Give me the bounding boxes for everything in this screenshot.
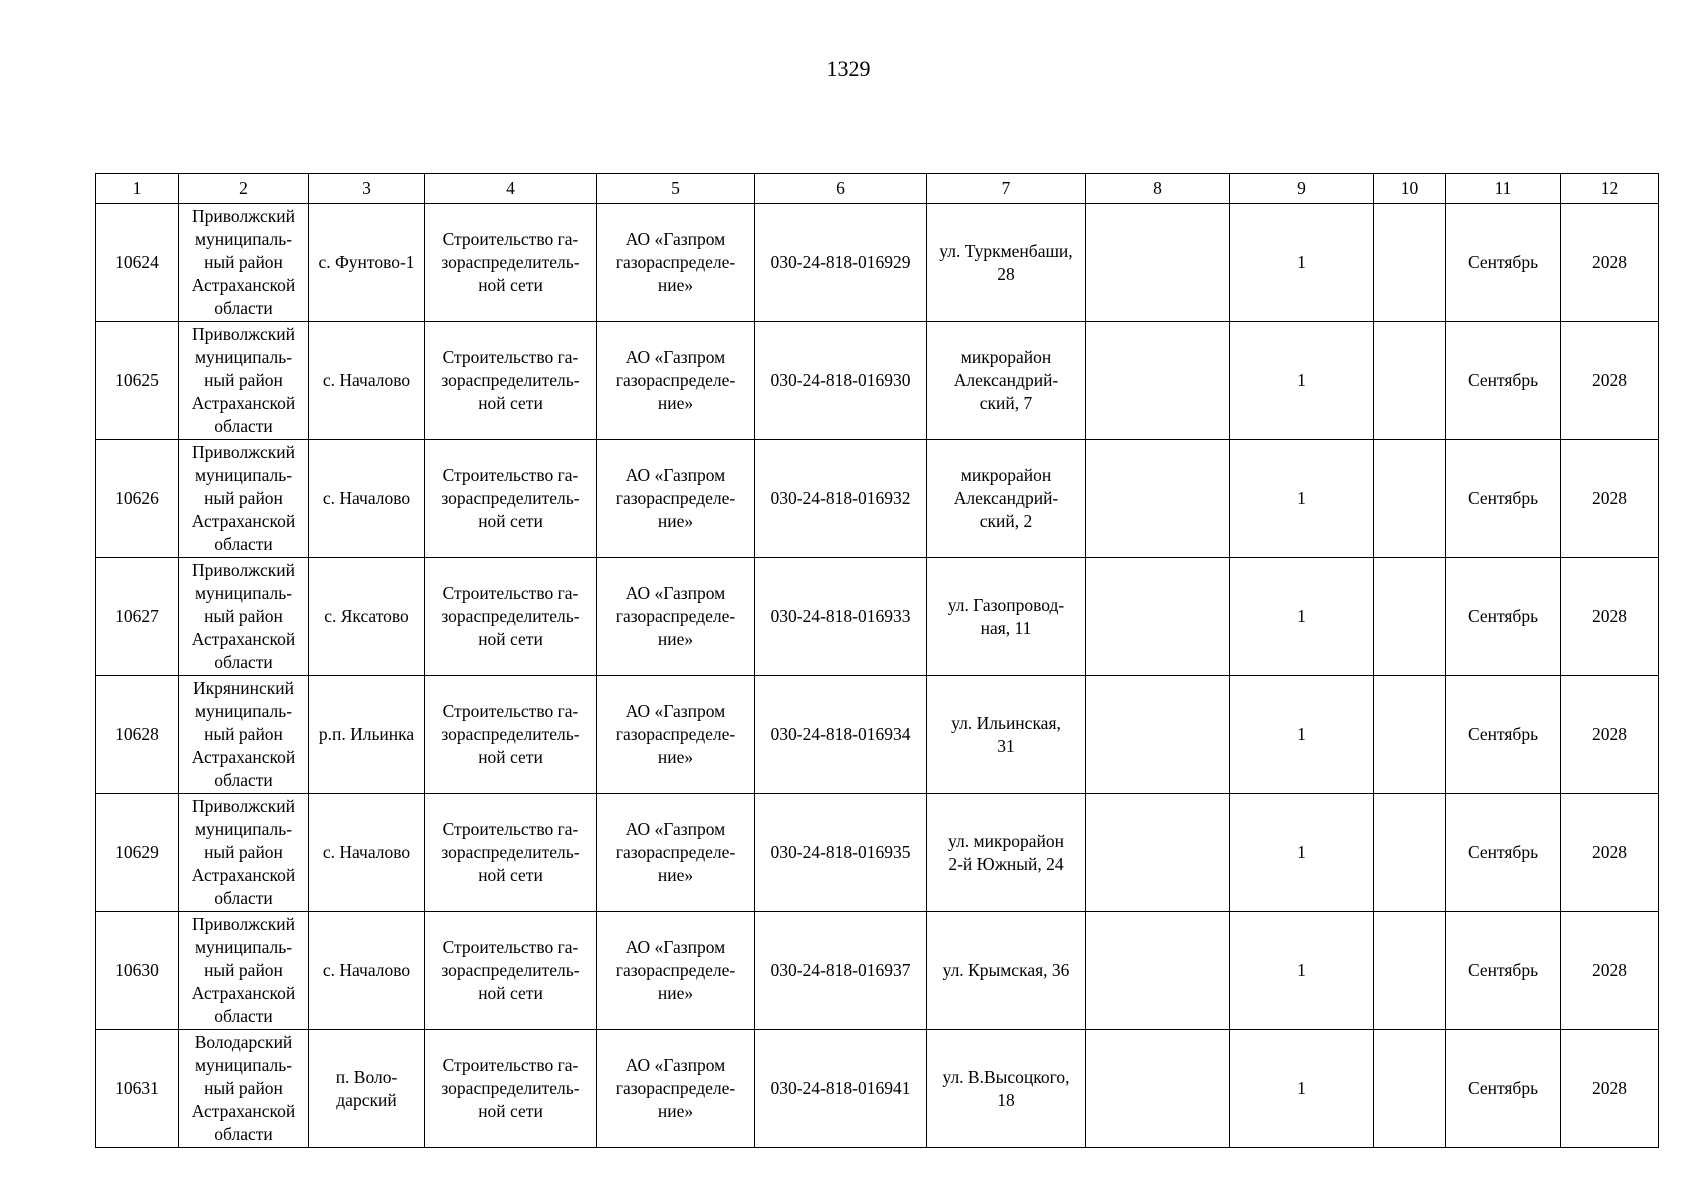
work-type-line: Строительство га- xyxy=(442,1055,579,1075)
table-row xyxy=(96,322,1659,440)
district-line: области xyxy=(214,1006,273,1026)
district-line: области xyxy=(214,888,273,908)
object-code-cell: 030-24-818-016941 xyxy=(755,1030,927,1148)
work-type-cell xyxy=(425,440,597,558)
quantity-cell: 1 xyxy=(1230,1030,1374,1148)
locality-line: с. Яксатово xyxy=(324,606,409,626)
district-cell xyxy=(179,440,309,558)
locality-line: с. Началово xyxy=(322,370,411,390)
table-row xyxy=(96,204,1659,322)
address-cell xyxy=(927,204,1086,322)
locality-line: п. Воло- xyxy=(335,1066,398,1087)
organization-line: ние» xyxy=(657,865,694,885)
locality-cell xyxy=(309,204,425,322)
column-number: 11 xyxy=(1446,174,1561,204)
quantity-cell: 1 xyxy=(1230,322,1374,440)
column-number: 5 xyxy=(597,174,755,204)
district-line: области xyxy=(214,416,273,436)
address-cell xyxy=(927,558,1086,676)
address-cell xyxy=(927,912,1086,1030)
district-line: Приволжский xyxy=(192,324,295,344)
locality-line: с. Фунтово-1 xyxy=(318,252,415,272)
district-line: ный район xyxy=(204,960,283,980)
work-type-line: зораспределитель- xyxy=(441,370,580,390)
address-line: ул. микрорайон xyxy=(948,830,1064,851)
district-line: Астраханской xyxy=(191,275,296,295)
month-cell: Сентябрь xyxy=(1446,558,1561,676)
locality-cell xyxy=(309,558,425,676)
organization-line: АО «Газпром xyxy=(625,229,726,249)
locality-cell xyxy=(309,912,425,1030)
district-line: Приволжский xyxy=(192,560,295,580)
table-row xyxy=(96,912,1659,1030)
register-body xyxy=(96,204,1659,1148)
quantity-cell: 1 xyxy=(1230,440,1374,558)
column-number: 2 xyxy=(179,174,309,204)
column-10-cell xyxy=(1374,676,1446,794)
object-code-cell: 030-24-818-016934 xyxy=(755,676,927,794)
month-cell: Сентябрь xyxy=(1446,912,1561,1030)
column-number: 6 xyxy=(755,174,927,204)
district-line: ный район xyxy=(204,724,283,744)
address-line: микрорайон xyxy=(960,347,1052,367)
work-type-cell xyxy=(425,204,597,322)
address-cell xyxy=(927,676,1086,794)
district-line: Астраханской xyxy=(191,511,296,531)
work-type-line: ной сети xyxy=(478,747,543,767)
locality-cell xyxy=(309,440,425,558)
organization-line: газораспределе- xyxy=(615,842,736,862)
district-line: муниципаль- xyxy=(194,701,293,721)
organization-cell xyxy=(597,912,755,1030)
column-10-cell xyxy=(1374,1030,1446,1148)
organization-line: АО «Газпром xyxy=(625,1055,726,1075)
organization-line: газораспределе- xyxy=(615,252,736,272)
work-type-line: ной сети xyxy=(478,983,543,1003)
table-row xyxy=(96,1030,1659,1148)
month-cell: Сентябрь xyxy=(1446,322,1561,440)
locality-line: с. Началово xyxy=(322,960,411,980)
column-number: 1 xyxy=(96,174,179,204)
organization-line: газораспределе- xyxy=(615,960,736,980)
work-type-line: зораспределитель- xyxy=(441,1078,580,1098)
district-line: Астраханской xyxy=(191,393,296,413)
district-line: муниципаль- xyxy=(194,229,293,249)
address-line: Александрий- xyxy=(953,370,1059,390)
quantity-cell: 1 xyxy=(1230,794,1374,912)
work-type-line: зораспределитель- xyxy=(441,724,580,744)
object-code-cell: 030-24-818-016930 xyxy=(755,322,927,440)
address-line: 18 xyxy=(997,1089,1015,1110)
object-code-cell: 030-24-818-016933 xyxy=(755,558,927,676)
address-line: микрорайон xyxy=(960,465,1052,485)
district-line: Астраханской xyxy=(191,629,296,649)
work-type-line: зораспределитель- xyxy=(441,842,580,862)
object-code-cell: 030-24-818-016935 xyxy=(755,794,927,912)
column-number: 8 xyxy=(1086,174,1230,204)
address-line: ул. Ильинская, xyxy=(951,712,1061,733)
column-8-cell xyxy=(1086,912,1230,1030)
column-8-cell xyxy=(1086,794,1230,912)
organization-cell xyxy=(597,794,755,912)
work-type-line: ной сети xyxy=(478,1101,543,1121)
row-number-cell: 10627 xyxy=(96,558,179,676)
organization-line: АО «Газпром xyxy=(625,465,726,485)
work-type-line: зораспределитель- xyxy=(441,488,580,508)
table-row xyxy=(96,794,1659,912)
row-number-cell: 10631 xyxy=(96,1030,179,1148)
table-row xyxy=(96,676,1659,794)
organization-cell xyxy=(597,204,755,322)
column-10-cell xyxy=(1374,912,1446,1030)
quantity-cell: 1 xyxy=(1230,558,1374,676)
work-type-cell xyxy=(425,322,597,440)
locality-line: дарский xyxy=(336,1089,397,1110)
column-10-cell xyxy=(1374,440,1446,558)
work-type-cell xyxy=(425,558,597,676)
work-type-line: ной сети xyxy=(478,511,543,531)
work-type-cell xyxy=(425,1030,597,1148)
year-cell: 2028 xyxy=(1561,440,1659,558)
organization-line: газораспределе- xyxy=(615,488,736,508)
district-line: ный район xyxy=(204,488,283,508)
organization-line: ние» xyxy=(657,511,694,531)
work-type-line: Строительство га- xyxy=(442,583,579,603)
year-cell: 2028 xyxy=(1561,558,1659,676)
organization-line: АО «Газпром xyxy=(625,819,726,839)
district-line: муниципаль- xyxy=(194,1055,293,1075)
district-cell xyxy=(179,558,309,676)
locality-cell xyxy=(309,322,425,440)
district-line: Володарский xyxy=(194,1032,293,1052)
work-type-line: зораспределитель- xyxy=(441,252,580,272)
column-8-cell xyxy=(1086,204,1230,322)
locality-line: с. Началово xyxy=(322,488,411,508)
year-cell: 2028 xyxy=(1561,322,1659,440)
work-type-line: зораспределитель- xyxy=(441,960,580,980)
district-line: муниципаль- xyxy=(194,347,293,367)
locality-line: с. Началово xyxy=(322,842,411,862)
column-number-row xyxy=(96,174,1659,204)
district-line: области xyxy=(214,1124,273,1144)
organization-line: газораспределе- xyxy=(615,370,736,390)
district-line: Приволжский xyxy=(192,914,295,934)
organization-line: газораспределе- xyxy=(615,1078,736,1098)
object-code-cell: 030-24-818-016932 xyxy=(755,440,927,558)
object-code-cell: 030-24-818-016937 xyxy=(755,912,927,1030)
district-line: Приволжский xyxy=(192,796,295,816)
district-line: области xyxy=(214,770,273,790)
locality-cell xyxy=(309,794,425,912)
district-cell xyxy=(179,322,309,440)
district-line: муниципаль- xyxy=(194,583,293,603)
column-number: 9 xyxy=(1230,174,1374,204)
column-number: 3 xyxy=(309,174,425,204)
district-line: Астраханской xyxy=(191,1101,296,1121)
quantity-cell: 1 xyxy=(1230,204,1374,322)
organization-line: ние» xyxy=(657,747,694,767)
district-line: Приволжский xyxy=(192,206,295,226)
row-number-cell: 10629 xyxy=(96,794,179,912)
work-type-line: Строительство га- xyxy=(442,229,579,249)
locality-cell xyxy=(309,676,425,794)
year-cell: 2028 xyxy=(1561,794,1659,912)
organization-line: АО «Газпром xyxy=(625,583,726,603)
district-line: муниципаль- xyxy=(194,937,293,957)
column-8-cell xyxy=(1086,322,1230,440)
work-type-line: ной сети xyxy=(478,865,543,885)
column-8-cell xyxy=(1086,676,1230,794)
month-cell: Сентябрь xyxy=(1446,440,1561,558)
district-line: муниципаль- xyxy=(194,465,293,485)
year-cell: 2028 xyxy=(1561,204,1659,322)
address-cell xyxy=(927,440,1086,558)
quantity-cell: 1 xyxy=(1230,912,1374,1030)
column-number: 4 xyxy=(425,174,597,204)
address-line: 2-й Южный, 24 xyxy=(948,853,1064,874)
table-row xyxy=(96,558,1659,676)
work-type-cell xyxy=(425,912,597,1030)
column-10-cell xyxy=(1374,558,1446,676)
district-line: ный район xyxy=(204,1078,283,1098)
year-cell: 2028 xyxy=(1561,676,1659,794)
row-number-cell: 10628 xyxy=(96,676,179,794)
work-type-line: Строительство га- xyxy=(442,937,579,957)
work-type-line: ной сети xyxy=(478,275,543,295)
month-cell: Сентябрь xyxy=(1446,794,1561,912)
district-line: ный район xyxy=(204,842,283,862)
organization-line: АО «Газпром xyxy=(625,937,726,957)
organization-line: ние» xyxy=(657,275,694,295)
district-line: Приволжский xyxy=(192,442,295,462)
register-table xyxy=(95,173,1659,1148)
organization-cell xyxy=(597,676,755,794)
month-cell: Сентябрь xyxy=(1446,676,1561,794)
organization-cell xyxy=(597,322,755,440)
organization-cell xyxy=(597,1030,755,1148)
work-type-line: ной сети xyxy=(478,393,543,413)
district-line: Астраханской xyxy=(191,865,296,885)
district-line: области xyxy=(214,534,273,554)
organization-line: газораспределе- xyxy=(615,606,736,626)
column-number: 7 xyxy=(927,174,1086,204)
row-number-cell: 10626 xyxy=(96,440,179,558)
organization-line: ние» xyxy=(657,1101,694,1121)
column-number: 10 xyxy=(1374,174,1446,204)
work-type-cell xyxy=(425,794,597,912)
work-type-line: Строительство га- xyxy=(442,465,579,485)
organization-line: АО «Газпром xyxy=(625,347,726,367)
organization-line: ние» xyxy=(657,393,694,413)
work-type-line: зораспределитель- xyxy=(441,606,580,626)
organization-line: газораспределе- xyxy=(615,724,736,744)
column-8-cell xyxy=(1086,440,1230,558)
address-cell xyxy=(927,322,1086,440)
organization-cell xyxy=(597,558,755,676)
work-type-line: Строительство га- xyxy=(442,701,579,721)
month-cell: Сентябрь xyxy=(1446,1030,1561,1148)
year-cell: 2028 xyxy=(1561,912,1659,1030)
address-line: ул. В.Высоцкого, xyxy=(942,1066,1070,1087)
district-cell xyxy=(179,912,309,1030)
district-line: ный район xyxy=(204,252,283,272)
work-type-line: Строительство га- xyxy=(442,347,579,367)
district-cell xyxy=(179,794,309,912)
locality-cell xyxy=(309,1030,425,1148)
row-number-cell: 10625 xyxy=(96,322,179,440)
work-type-line: Строительство га- xyxy=(442,819,579,839)
district-cell xyxy=(179,1030,309,1148)
column-8-cell xyxy=(1086,558,1230,676)
work-type-cell xyxy=(425,676,597,794)
address-cell xyxy=(927,794,1086,912)
row-number-cell: 10624 xyxy=(96,204,179,322)
page-number: 1329 xyxy=(826,56,871,81)
district-cell xyxy=(179,204,309,322)
organization-line: ние» xyxy=(657,629,694,649)
address-line: Александрий- xyxy=(953,488,1059,508)
district-line: муниципаль- xyxy=(194,819,293,839)
locality-line: р.п. Ильинка xyxy=(318,724,415,744)
address-line: ский, 7 xyxy=(979,393,1033,413)
district-cell xyxy=(179,676,309,794)
district-line: Астраханской xyxy=(191,983,296,1003)
address-line: ная, 11 xyxy=(980,617,1032,638)
quantity-cell: 1 xyxy=(1230,676,1374,794)
object-code-cell: 030-24-818-016929 xyxy=(755,204,927,322)
district-line: области xyxy=(214,652,273,672)
year-cell: 2028 xyxy=(1561,1030,1659,1148)
address-line: ул. Крымская, 36 xyxy=(942,960,1070,980)
address-line: 28 xyxy=(997,263,1015,284)
address-cell xyxy=(927,1030,1086,1148)
organization-cell xyxy=(597,440,755,558)
district-line: Астраханской xyxy=(191,747,296,767)
organization-line: ние» xyxy=(657,983,694,1003)
month-cell: Сентябрь xyxy=(1446,204,1561,322)
address-line: ул. Туркменбаши, xyxy=(939,240,1073,261)
district-line: ный район xyxy=(204,370,283,390)
column-10-cell xyxy=(1374,794,1446,912)
address-line: 31 xyxy=(997,735,1015,756)
district-line: ный район xyxy=(204,606,283,626)
address-line: ул. Газопровод- xyxy=(947,594,1065,615)
work-type-line: ной сети xyxy=(478,629,543,649)
district-line: области xyxy=(214,298,273,318)
column-number: 12 xyxy=(1561,174,1659,204)
organization-line: АО «Газпром xyxy=(625,701,726,721)
column-8-cell xyxy=(1086,1030,1230,1148)
district-line: Икрянинский xyxy=(192,678,295,698)
row-number-cell: 10630 xyxy=(96,912,179,1030)
column-10-cell xyxy=(1374,204,1446,322)
column-10-cell xyxy=(1374,322,1446,440)
table-row xyxy=(96,440,1659,558)
address-line: ский, 2 xyxy=(979,511,1033,531)
